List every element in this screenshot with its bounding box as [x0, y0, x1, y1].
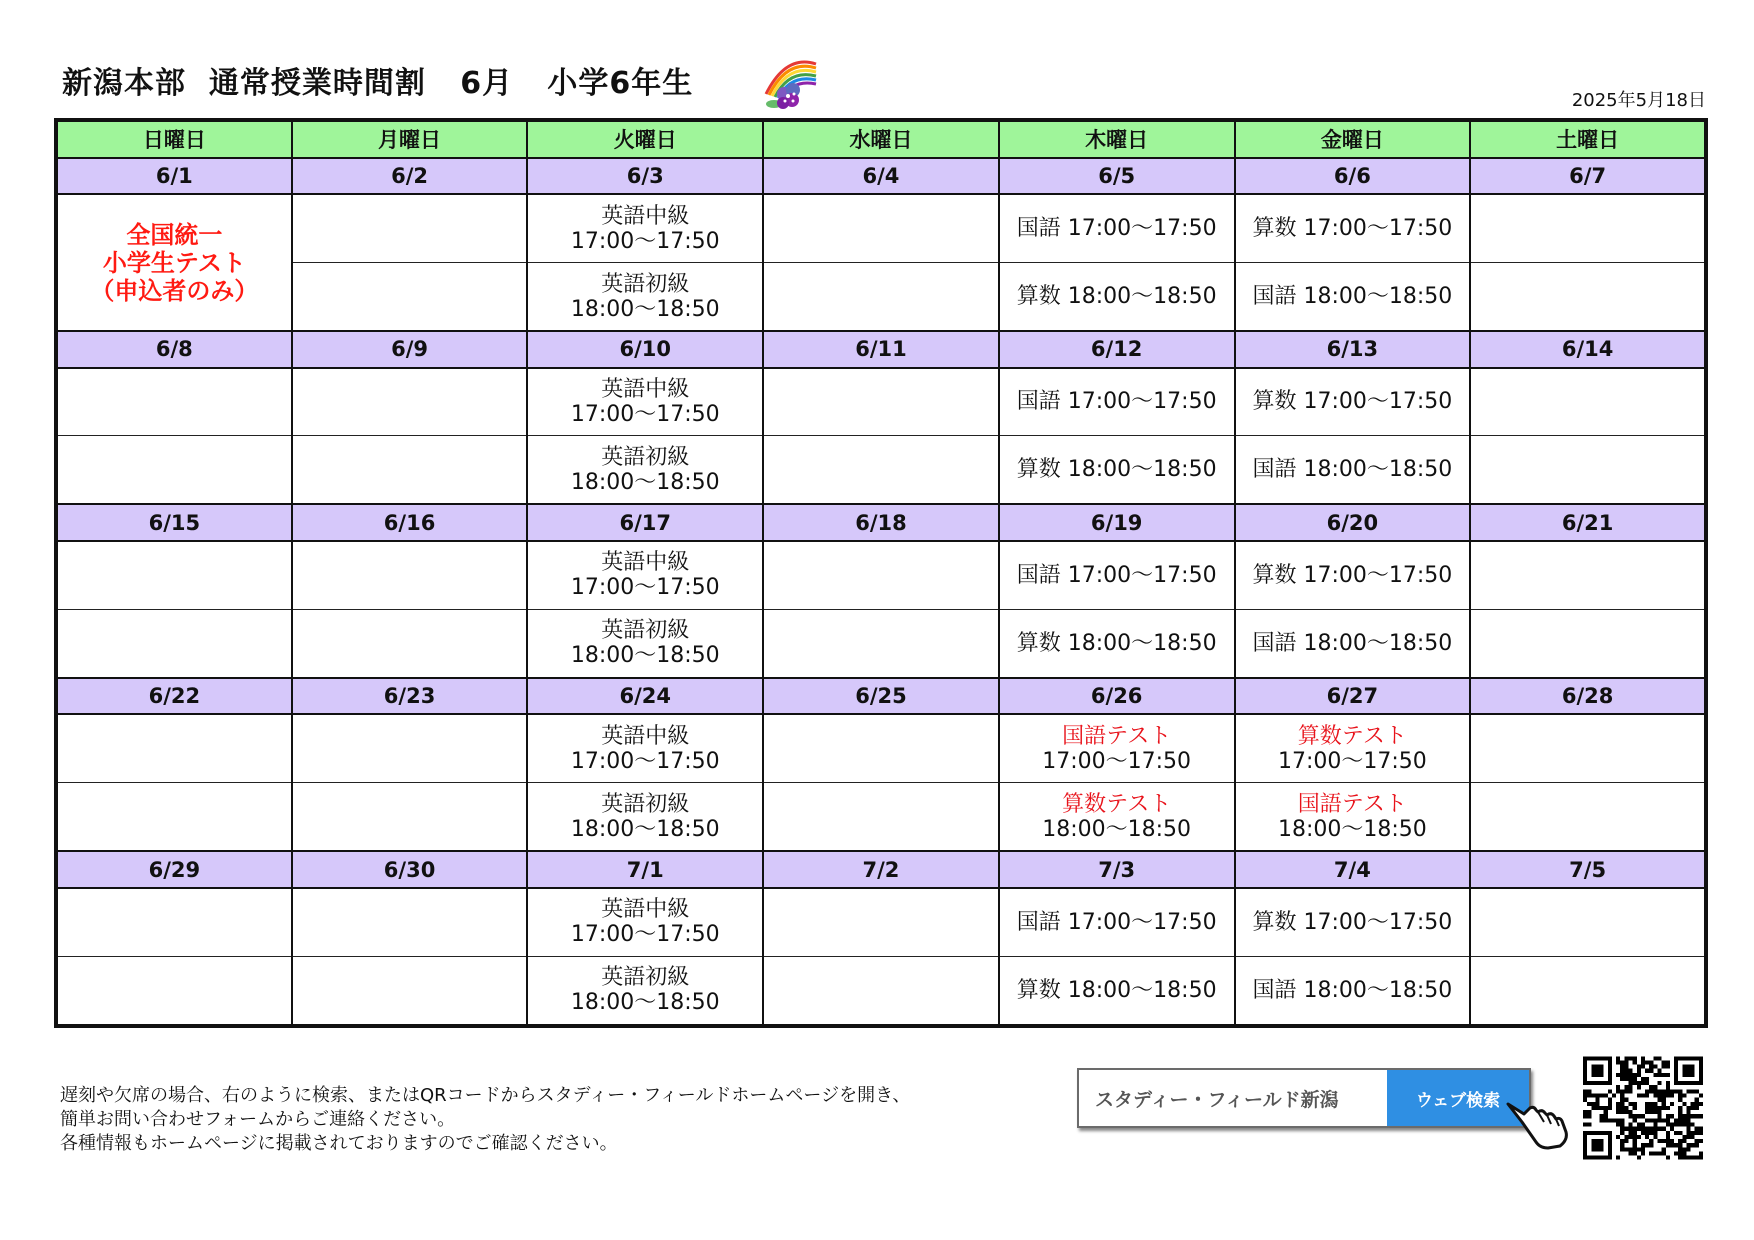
lesson-time: 18:00～18:50: [570, 816, 720, 842]
special-event-cell: [56, 194, 292, 331]
lesson-cell: [527, 541, 763, 609]
lesson-cell: [1470, 783, 1706, 851]
hydrangea-rainbow-icon: [758, 54, 820, 112]
lesson-cell: [527, 194, 763, 262]
lesson-row: [56, 956, 1706, 1026]
lesson-cell: [999, 609, 1235, 677]
special-event-line: 全国統一: [126, 220, 223, 249]
date-cell: 7/3: [999, 851, 1235, 888]
date-row: [56, 158, 1706, 195]
weekday-header: 水曜日: [763, 120, 999, 158]
issue-date: 2025年5月18日: [1571, 90, 1706, 111]
lesson-time: 17:00～17:50: [570, 575, 720, 601]
lesson-cell: [763, 194, 999, 262]
lesson-cell: [292, 783, 528, 851]
lesson-row: [56, 783, 1706, 851]
date-cell: 6/20: [1235, 504, 1471, 541]
date-cell: 6/25: [763, 678, 999, 715]
date-cell: 6/21: [1470, 504, 1706, 541]
lesson-cell: [1235, 436, 1471, 504]
lesson-cell: [1470, 368, 1706, 436]
lesson-cell: [1470, 714, 1706, 782]
lesson-cell: [292, 194, 528, 262]
lesson-time: 18:00～18:50: [570, 990, 720, 1016]
lesson-cell: [1470, 263, 1706, 331]
lesson-row: [56, 194, 1706, 262]
lesson-cell: [999, 783, 1235, 851]
lesson-text: 算数 18:00～18:50: [1016, 284, 1217, 309]
date-cell: 7/4: [1235, 851, 1471, 888]
lesson-time: 17:00～17:50: [570, 922, 720, 948]
lesson-time: 17:00～17:50: [570, 228, 720, 254]
lesson-cell: [1470, 436, 1706, 504]
lesson-cell: [56, 609, 292, 677]
lesson-cell: [763, 956, 999, 1026]
special-event-line: 小学生テスト: [102, 248, 246, 277]
note-line: 各種情報もホームページに掲載されておりますのでご確認ください。: [60, 1133, 618, 1154]
date-cell: 6/3: [527, 158, 763, 195]
lesson-cell: [56, 783, 292, 851]
timetable: [54, 118, 1708, 1028]
lesson-text: 算数 17:00～17:50: [1252, 909, 1453, 935]
lesson-cell: [1235, 714, 1471, 782]
lesson-cell: [292, 368, 528, 436]
weekday-header: 木曜日: [999, 120, 1235, 158]
lesson-cell: [1235, 888, 1471, 956]
lesson-cell: [292, 888, 528, 956]
lesson-cell: [292, 541, 528, 609]
date-cell: 6/26: [999, 678, 1235, 715]
lesson-text: 算数 18:00～18:50: [1016, 630, 1217, 656]
date-cell: 6/4: [763, 158, 999, 195]
date-cell: 6/15: [56, 504, 292, 541]
date-cell: 6/14: [1470, 331, 1706, 368]
lesson-cell: [527, 436, 763, 504]
date-cell: 6/11: [763, 331, 999, 368]
lesson-cell: [56, 888, 292, 956]
lesson-time: 18:00～18:50: [570, 643, 720, 669]
search-query: スタディー・フィールド新潟: [1095, 1089, 1339, 1111]
lesson-cell: [999, 541, 1235, 609]
lesson-time: 17:00～17:50: [1042, 748, 1192, 774]
lesson-cell: [56, 714, 292, 782]
date-cell: 6/12: [999, 331, 1235, 368]
weekday-header-row: [56, 120, 1706, 158]
date-cell: 7/2: [763, 851, 999, 888]
lesson-text: 算数 17:00～17:50: [1252, 389, 1453, 415]
date-row: [56, 504, 1706, 541]
lesson-text: 国語 17:00～17:50: [1016, 909, 1217, 935]
lesson-text: 国語 18:00～18:50: [1252, 457, 1453, 483]
lesson-text: 国語 18:00～18:50: [1252, 977, 1453, 1003]
lesson-cell: [1470, 888, 1706, 956]
weekday-header: 日曜日: [56, 120, 292, 158]
lesson-time: 18:00～18:50: [1042, 816, 1192, 842]
date-cell: 6/8: [56, 331, 292, 368]
lesson-subject: 英語中級: [601, 897, 690, 923]
lesson-subject: 英語初級: [601, 444, 690, 470]
lesson-row: [56, 368, 1706, 436]
lesson-cell: [527, 888, 763, 956]
date-cell: 6/13: [1235, 331, 1471, 368]
date-cell: 6/9: [292, 331, 528, 368]
lesson-cell: [1470, 541, 1706, 609]
date-cell: 7/1: [527, 851, 763, 888]
lesson-subject: 国語テスト: [1297, 791, 1407, 817]
date-cell: 6/22: [56, 678, 292, 715]
lesson-cell: [56, 436, 292, 504]
lesson-text: 算数 17:00～17:50: [1252, 216, 1453, 242]
date-cell: 6/29: [56, 851, 292, 888]
lesson-cell: [763, 263, 999, 331]
lesson-cell: [1235, 541, 1471, 609]
web-search-button: ウェブ検索: [1387, 1070, 1529, 1126]
special-event-line: （申込者のみ）: [90, 276, 259, 305]
lesson-subject: 英語中級: [601, 550, 690, 576]
note-line: 簡単お問い合わせフォームからご連絡ください。: [60, 1109, 456, 1130]
lesson-row: [56, 541, 1706, 609]
lesson-cell: [999, 956, 1235, 1026]
lesson-text: 国語 17:00～17:50: [1016, 216, 1217, 242]
date-row: [56, 331, 1706, 368]
lesson-text: 国語 17:00～17:50: [1016, 389, 1217, 415]
page-title: 新潟本部 通常授業時間割 6月 小学6年生: [62, 66, 694, 101]
lesson-cell: [1235, 194, 1471, 262]
weekday-header: 金曜日: [1235, 120, 1471, 158]
lesson-cell: [999, 888, 1235, 956]
lesson-text: 国語 18:00～18:50: [1252, 284, 1453, 309]
date-cell: 6/2: [292, 158, 528, 195]
lesson-subject: 算数テスト: [1062, 791, 1172, 817]
date-cell: 6/1: [56, 158, 292, 195]
lesson-subject: 英語初級: [601, 618, 690, 644]
date-cell: 6/24: [527, 678, 763, 715]
date-cell: 6/5: [999, 158, 1235, 195]
lesson-text: 国語 17:00～17:50: [1016, 562, 1217, 588]
lesson-subject: 英語初級: [601, 791, 690, 817]
weekday-header: 火曜日: [527, 120, 763, 158]
lesson-cell: [999, 714, 1235, 782]
lesson-time: 17:00～17:50: [1277, 748, 1427, 774]
note-line: 遅刻や欠席の場合、右のように検索、またはQRコードからスタディー・フィールドホームページを開き、: [60, 1085, 911, 1106]
lesson-time: 18:00～18:50: [570, 296, 720, 322]
lesson-row: [56, 263, 1706, 331]
date-cell: 6/23: [292, 678, 528, 715]
lesson-cell: [292, 714, 528, 782]
lesson-cell: [527, 263, 763, 331]
lesson-row: [56, 888, 1706, 956]
date-cell: 6/6: [1235, 158, 1471, 195]
lesson-subject: 英語初級: [601, 271, 690, 297]
lesson-time: 18:00～18:50: [1277, 816, 1427, 842]
lesson-cell: [763, 436, 999, 504]
lesson-cell: [999, 194, 1235, 262]
pointing-hand-icon: [1504, 1094, 1576, 1150]
lesson-cell: [1235, 263, 1471, 331]
date-cell: 6/27: [1235, 678, 1471, 715]
lesson-text: 算数 17:00～17:50: [1252, 562, 1453, 588]
lesson-time: 17:00～17:50: [570, 748, 720, 774]
lesson-time: 17:00～17:50: [570, 401, 720, 427]
lesson-text: 国語 18:00～18:50: [1252, 630, 1453, 656]
lesson-cell: [527, 714, 763, 782]
lesson-text: 算数 18:00～18:50: [1016, 457, 1217, 483]
lesson-cell: [999, 368, 1235, 436]
lesson-cell: [56, 541, 292, 609]
lesson-row: [56, 609, 1706, 677]
lesson-cell: [763, 368, 999, 436]
weekday-header: 月曜日: [292, 120, 528, 158]
lesson-cell: [763, 609, 999, 677]
lesson-cell: [999, 263, 1235, 331]
lesson-cell: [1235, 368, 1471, 436]
lesson-cell: [527, 368, 763, 436]
search-bar-illustration: [1077, 1068, 1531, 1128]
date-cell: 6/17: [527, 504, 763, 541]
date-cell: 6/18: [763, 504, 999, 541]
lesson-subject: 国語テスト: [1062, 723, 1172, 749]
lesson-cell: [527, 956, 763, 1026]
lesson-cell: [1470, 194, 1706, 262]
lesson-subject: 英語中級: [601, 376, 690, 402]
date-cell: 6/30: [292, 851, 528, 888]
lesson-cell: [56, 956, 292, 1026]
lesson-subject: 算数テスト: [1297, 723, 1407, 749]
lesson-cell: [1235, 609, 1471, 677]
lesson-cell: [763, 783, 999, 851]
date-row: [56, 678, 1706, 715]
lesson-subject: 英語中級: [601, 203, 690, 229]
lesson-cell: [56, 368, 292, 436]
lesson-cell: [292, 609, 528, 677]
date-cell: 7/5: [1470, 851, 1706, 888]
lesson-text: 算数 18:00～18:50: [1016, 977, 1217, 1003]
lesson-row: [56, 436, 1706, 504]
contact-note: [60, 1084, 910, 1156]
lesson-subject: 英語中級: [601, 723, 690, 749]
date-row: [56, 851, 1706, 888]
lesson-cell: [1470, 956, 1706, 1026]
date-cell: 6/19: [999, 504, 1235, 541]
lesson-time: 18:00～18:50: [570, 469, 720, 495]
lesson-cell: [292, 956, 528, 1026]
date-cell: 6/28: [1470, 678, 1706, 715]
lesson-cell: [1235, 956, 1471, 1026]
lesson-cell: [527, 609, 763, 677]
date-cell: 6/16: [292, 504, 528, 541]
qr-code-icon: [1583, 1056, 1703, 1160]
date-cell: 6/10: [527, 331, 763, 368]
lesson-cell: [1235, 783, 1471, 851]
lesson-cell: [292, 263, 528, 331]
lesson-cell: [527, 783, 763, 851]
lesson-cell: [763, 714, 999, 782]
lesson-cell: [763, 888, 999, 956]
weekday-header: 土曜日: [1470, 120, 1706, 158]
date-cell: 6/7: [1470, 158, 1706, 195]
lesson-cell: [763, 541, 999, 609]
lesson-cell: [292, 436, 528, 504]
lesson-cell: [999, 436, 1235, 504]
lesson-cell: [1470, 609, 1706, 677]
lesson-row: [56, 714, 1706, 782]
lesson-subject: 英語初級: [601, 965, 690, 991]
